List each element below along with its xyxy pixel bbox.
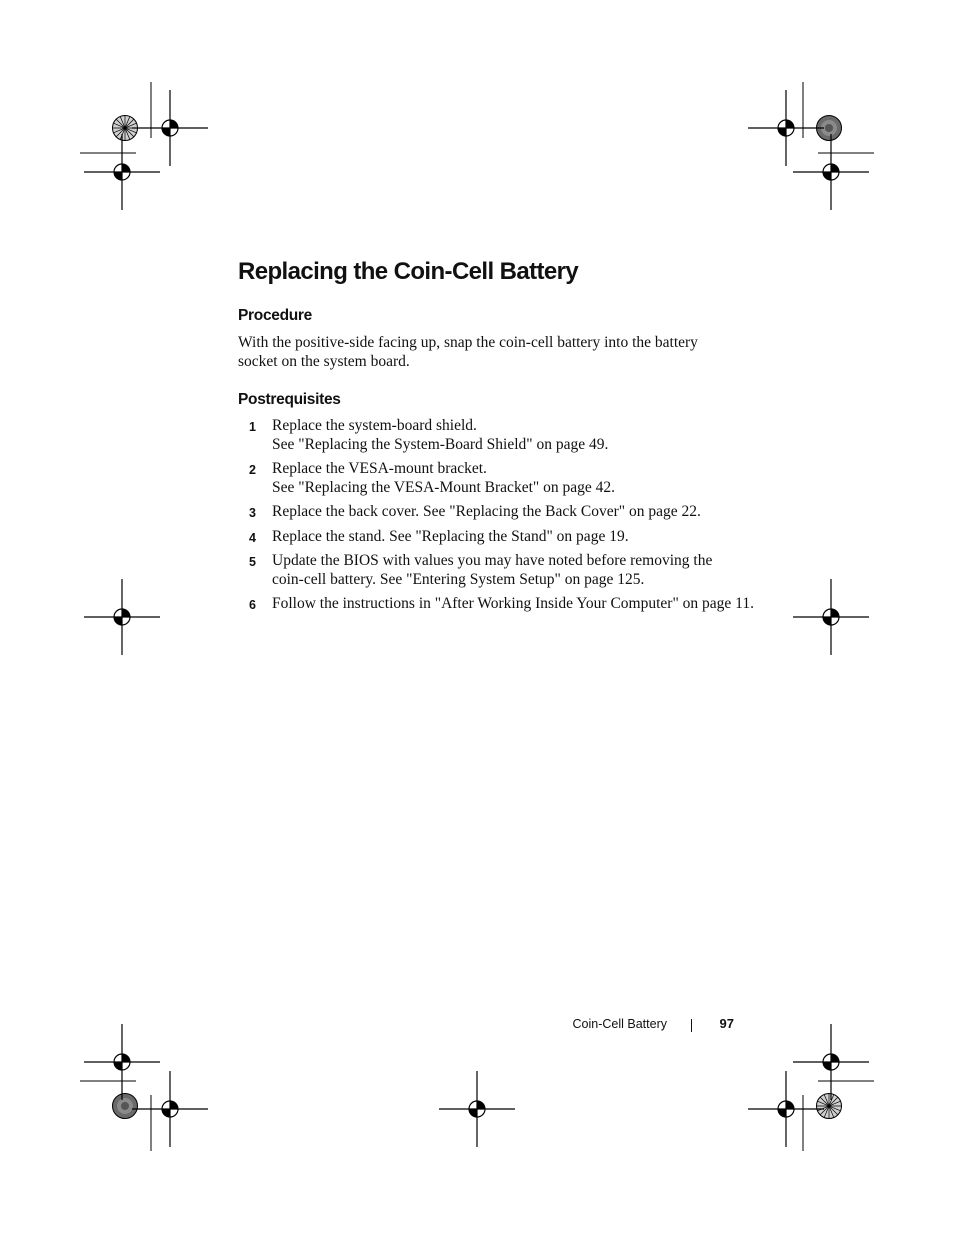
procedure-heading: Procedure bbox=[238, 307, 312, 324]
list-item bbox=[238, 528, 758, 547]
step-line: coin-cell battery. See "Entering System Setup" on page 125. bbox=[272, 570, 645, 588]
step-number: 1 bbox=[249, 420, 256, 434]
procedure-line: With the positive-side facing up, snap the coin-cell battery into the battery bbox=[238, 334, 698, 351]
step-number: 2 bbox=[249, 463, 256, 477]
step-line: Replace the VESA-mount bracket. bbox=[272, 460, 487, 477]
procedure-line: socket on the system board. bbox=[238, 353, 410, 370]
step-number: 3 bbox=[249, 506, 256, 520]
list-item bbox=[238, 417, 758, 454]
step-line: See "Replacing the VESA-Mount Bracket" on page 42. bbox=[272, 478, 615, 496]
page-number: 97 bbox=[719, 1016, 734, 1031]
step-number: 5 bbox=[249, 555, 256, 569]
step-line: Replace the system-board shield. bbox=[272, 417, 477, 434]
step-line: Follow the instructions in "After Working Inside Your Computer" on page 11. bbox=[272, 595, 754, 612]
step-line: Replace the back cover. See "Replacing the Back Cover" on page 22. bbox=[272, 503, 701, 520]
procedure-paragraph bbox=[238, 333, 738, 371]
postrequisites-list bbox=[238, 417, 758, 614]
list-item bbox=[238, 503, 758, 522]
list-item bbox=[238, 552, 758, 589]
page-footer bbox=[500, 1015, 734, 1035]
step-line: Update the BIOS with values you may have noted before removing the bbox=[272, 552, 713, 569]
list-item bbox=[238, 460, 758, 497]
page-content bbox=[238, 256, 758, 620]
footer-divider bbox=[691, 1019, 692, 1032]
postrequisites-heading: Postrequisites bbox=[238, 391, 341, 408]
step-line: Replace the stand. See "Replacing the Stand" on page 19. bbox=[272, 527, 629, 545]
step-number: 4 bbox=[249, 530, 256, 545]
step-number: 6 bbox=[249, 598, 256, 612]
list-item bbox=[238, 595, 758, 614]
page-title: Replacing the Coin-Cell Battery bbox=[238, 258, 579, 285]
footer-section-title: Coin-Cell Battery bbox=[572, 1017, 667, 1031]
step-line: See "Replacing the System-Board Shield" on page 49. bbox=[272, 435, 609, 453]
